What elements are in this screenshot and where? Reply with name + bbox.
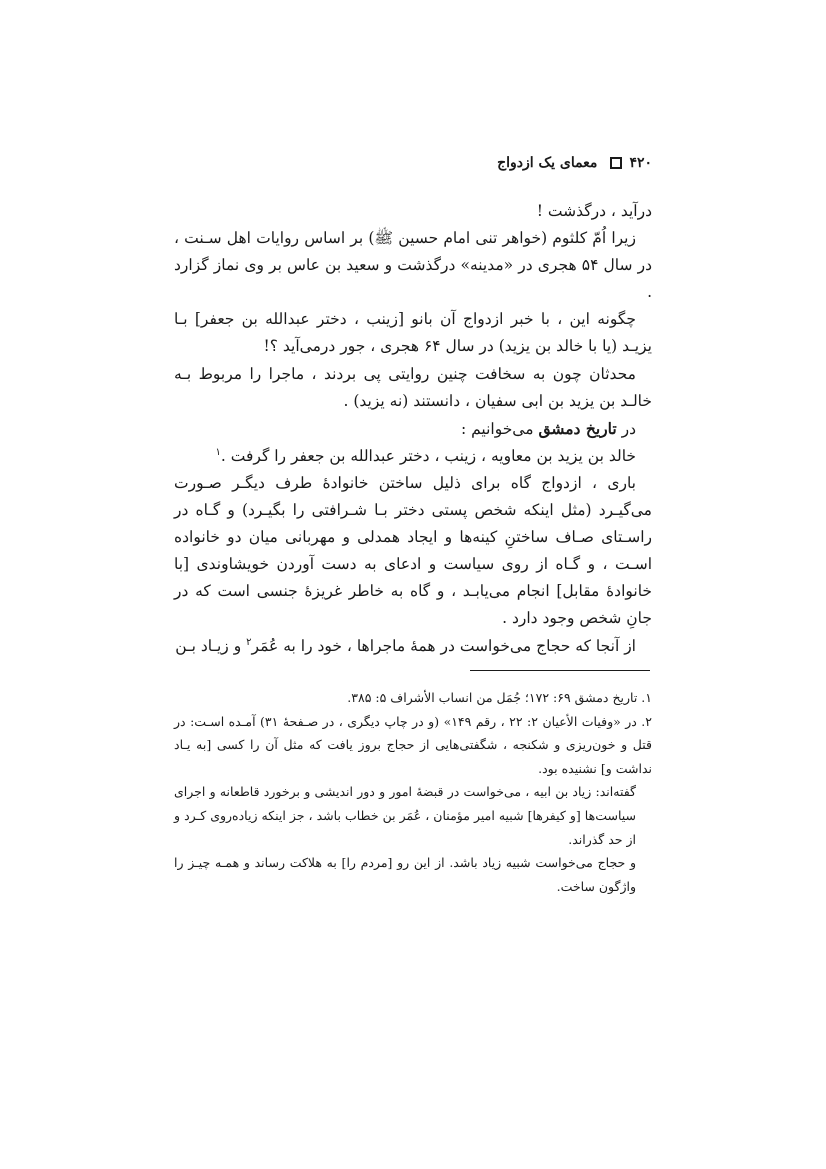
- paragraph-8-ending: و زیـاد بـن: [175, 636, 242, 655]
- footnote-marker-2: ۲: [246, 636, 252, 648]
- footnote-1: ۱. تاریخ دمشق ۶۹: ۱۷۲؛ جُمَل من انساب الأشراف ۵: ۳۸۵.: [347, 690, 652, 705]
- quotation-text: خالد بن یزید بن معاویه ، زینب ، دختر عبدالله بن جعفر را گرفت .: [220, 446, 636, 465]
- running-title: معمای یک ازدواج: [497, 155, 598, 171]
- footnote-2-continued-2: و حجاج می‌خواست شبیه زیاد باشد. از این رو [مردم را] به هلاکت رساند و همـه چیـز را واژگون ساخت.: [174, 855, 636, 894]
- paragraph-2: زیرا اُمّ کلثوم (خواهر تنی امام حسین ﷺ) بر اساس روایات اهل سـنت ، در سال ۵۴ هجری در «مدینه» درگذشت و سعید بن عاس بر وی نماز گزارد .: [174, 229, 652, 302]
- paragraph-5: [174, 415, 652, 443]
- book-reference-bold: تاریخ دمشق: [538, 418, 617, 438]
- header-square-ornament: [610, 157, 622, 169]
- footnote-separator: [470, 670, 650, 671]
- paragraph-1: درآید ، درگذشت !: [536, 202, 652, 220]
- main-text: [174, 198, 652, 660]
- paragraph-5-prefix: در: [621, 419, 636, 438]
- paragraph-8-text: از آنجا که حجاج می‌خواست در همهٔ ماجراها ، خود را به عُمَر: [251, 636, 636, 655]
- paragraph-7: باری ، ازدواج گاه برای ذلیل ساختن خانوادهٔ طرف دیگـر صـورت می‌گیـرد (مثل اینکه شخص پستی دختر بـا شـرافتی را بگیـرد) و گـاه در راسـتای صـاف ساختنِ کینه‌ها و ایجاد همدلی و مهربانی میان دو خانواده اسـت ، و گـاه از روی سیاست و ادعای به دست آوردن خویشاوندی [با خانوادهٔ مقابل] انجام می‌یابـد ، و گاه به خاطر غریزهٔ جنسی است که در جانِ شخص وجود دارد .: [174, 473, 652, 628]
- footnote-2-continued-1: گفته‌اند: زیاد بن ابیه ، می‌خواست در قبضهٔ امور و دور اندیشی و برخورد قاطعانه و اجرای سیاست‌ها [و کیفرها] شبیه امیر مؤمنان ، عُمَر بن خطاب باشد ، جز اینکه زیاده‌روی کـرد و از حد گذراند.: [174, 784, 636, 847]
- quotation-paragraph: [174, 443, 652, 470]
- paragraph-3: چگونه این ، با خبر ازدواج آن بانو [زینب ، دختر عبدالله بن جعفر] بـا یزیـد (یا با خالد بن یزید) در سال ۶۴ هجری ، جور درمی‌آید ؟!: [174, 310, 652, 356]
- paragraph-8: [174, 633, 652, 660]
- paragraph-4: محدثان چون به سخافت چنین روایتی پی بردند ، ماجرا را مربوط بـه خالـد بن یزید بن ابی سفیان ، دانستند (نه یزید) .: [174, 364, 652, 410]
- footnote-2: ۲. در «وفیات الأعیان ۲: ۲۲ ، رقم ۱۴۹» (و در چاپ دیگری ، در صـفحهٔ ۳۱) آمـده اسـت: در قتل و خون‌ریزی و شکنجه ، شگفتی‌هایی از حجاج بروز یافت که مثل آن را کسی [به یـاد نداشت و] نشنیده بود.: [174, 713, 652, 776]
- footnote-marker-1: ۱: [215, 446, 221, 458]
- footnotes: [174, 686, 652, 898]
- paragraph-5-suffix: می‌خوانیم :: [460, 419, 534, 438]
- page-number: ۴۲۰: [629, 155, 652, 171]
- page-header: [174, 150, 652, 176]
